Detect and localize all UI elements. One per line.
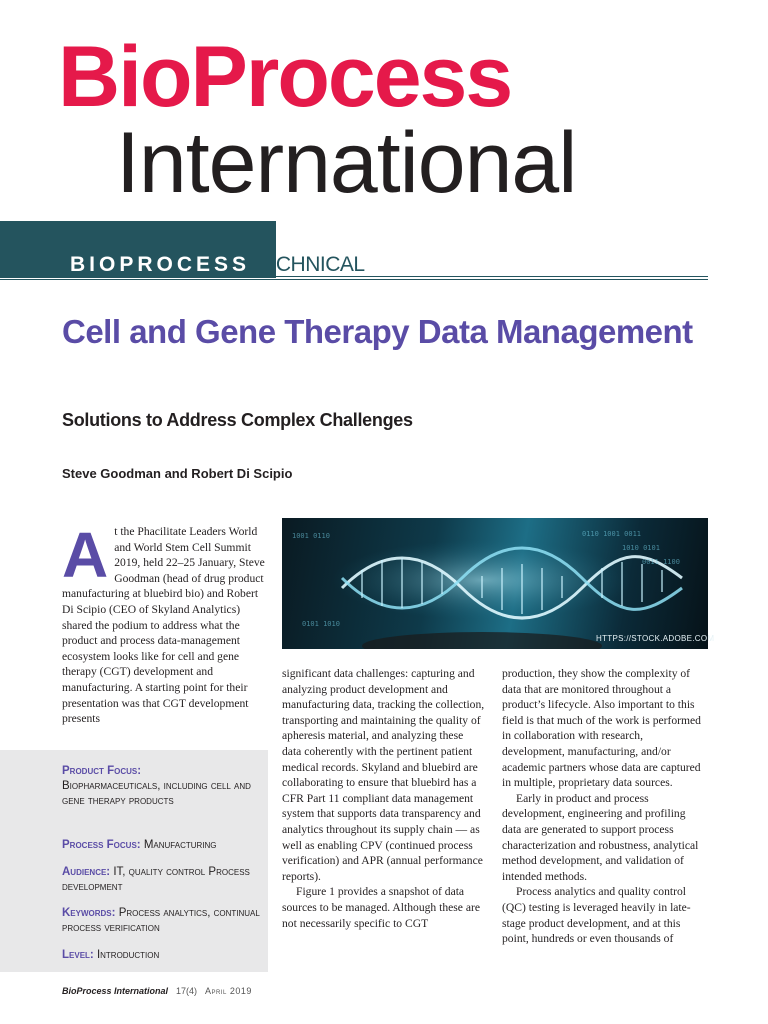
sidebar-value: Introduction (96, 949, 160, 961)
sidebar-label: Level: (62, 949, 94, 961)
col2-paragraph-2: Figure 1 provides a snapshot of data sources to be managed. Although these are not necessarily specific to CGT (282, 885, 480, 930)
sidebar-label: Keywords: (62, 907, 116, 919)
svg-text:1010 0101: 1010 0101 (622, 544, 660, 552)
article-authors: Steve Goodman and Robert Di Scipio (62, 466, 293, 481)
sidebar-product-focus (62, 764, 262, 809)
footer-publication: BioProcess International (62, 986, 169, 996)
masthead-international: International (116, 115, 577, 211)
photo-credit: HTTPS://STOCK.ADOBE.COM (596, 634, 715, 643)
sidebar-label: Process Focus: (62, 839, 141, 851)
sidebar-label: Product Focus: (62, 765, 142, 777)
col2-paragraph-1: significant data challenges: capturing and analyzing product development and manufacturing data, tracking the collection, transporting and maintaining the quality of apheresis material, and analyzing these data coherently with the pertinent patient medical records. Skyland and bluebird are collaborating to ensure that bluebird has a CFR Part 11 compliant data management system that supports data transparency and analytics throughout its supply chain — as well as enabling CPV (continued process verification) and APR (annual performance reports). (282, 667, 485, 883)
sidebar-audience (62, 865, 262, 895)
svg-text:0101 1010: 0101 1010 (302, 620, 340, 628)
footer-issue: 17(4) (176, 986, 198, 996)
body-column-1 (62, 519, 268, 727)
svg-text:1001 0110: 1001 0110 (292, 532, 330, 540)
sidebar-value: Process analytics, continual process verification (62, 907, 260, 934)
svg-text:0110 1001 0011: 0110 1001 0011 (582, 530, 642, 538)
dna-photo (282, 518, 708, 649)
col3-paragraph-2: Early in product and process development, engineering and profiling data are generated to support process characterization and robustness, analytical method development, and validation of intended methods. (502, 791, 699, 883)
drop-cap: A (62, 519, 109, 591)
article-subtitle: Solutions to Address Complex Challenges (62, 410, 413, 430)
col3-paragraph-1: production, they show the complexity of data that are monitored throughout a product’s lifecycle. Also important to this field is that much of the work is performed in collaboration with research, development, manufacturing, and/or academic partners whose data are captured in multiple, proprietary data sources. (502, 667, 701, 790)
section-label-technical: TECHNICAL (250, 253, 365, 276)
sidebar-process-focus (62, 838, 262, 853)
sidebar-label: Audience: (62, 866, 111, 878)
footer-date: April 2019 (205, 986, 252, 996)
body-column-3 (502, 666, 707, 947)
section-label-bioprocess: BIOPROCESS (70, 253, 251, 276)
masthead-bioprocess: BioProcess (58, 29, 512, 125)
page-footer (62, 986, 252, 996)
body-column-2 (282, 666, 485, 931)
sidebar-value: Biopharmaceuticals, including cell and gene therapy products (62, 780, 251, 807)
section-label (70, 250, 365, 280)
col3-paragraph-3: Process analytics and quality control (QC) testing is leveraged heavily in late-stage product development, and at this point, hundreds or even thousands of (502, 885, 691, 946)
sidebar-value: IT, quality control Process development (62, 866, 250, 893)
sidebar-level (62, 948, 262, 963)
sidebar-value: Manufacturing (143, 839, 217, 851)
svg-text:0011 1100: 0011 1100 (642, 558, 680, 566)
dna-helix-illustration (282, 518, 708, 649)
col1-text: t the Phacilitate Leaders World and World Stem Cell Summit 2019, held 22–25 January, Steve Goodman (head of drug product manufacturing at bluebird bio) and Robert Di Scipio (CEO of Skyland Analytics) shared the podium to address what the product and process data-management ecosystem looks like for cell and gene therapy (CGT) development and manufacturing. A starting point for their presentation was that CGT development presents (62, 525, 265, 726)
article-title: Cell and Gene Therapy Data Management (62, 313, 693, 350)
sidebar-keywords (62, 906, 262, 936)
